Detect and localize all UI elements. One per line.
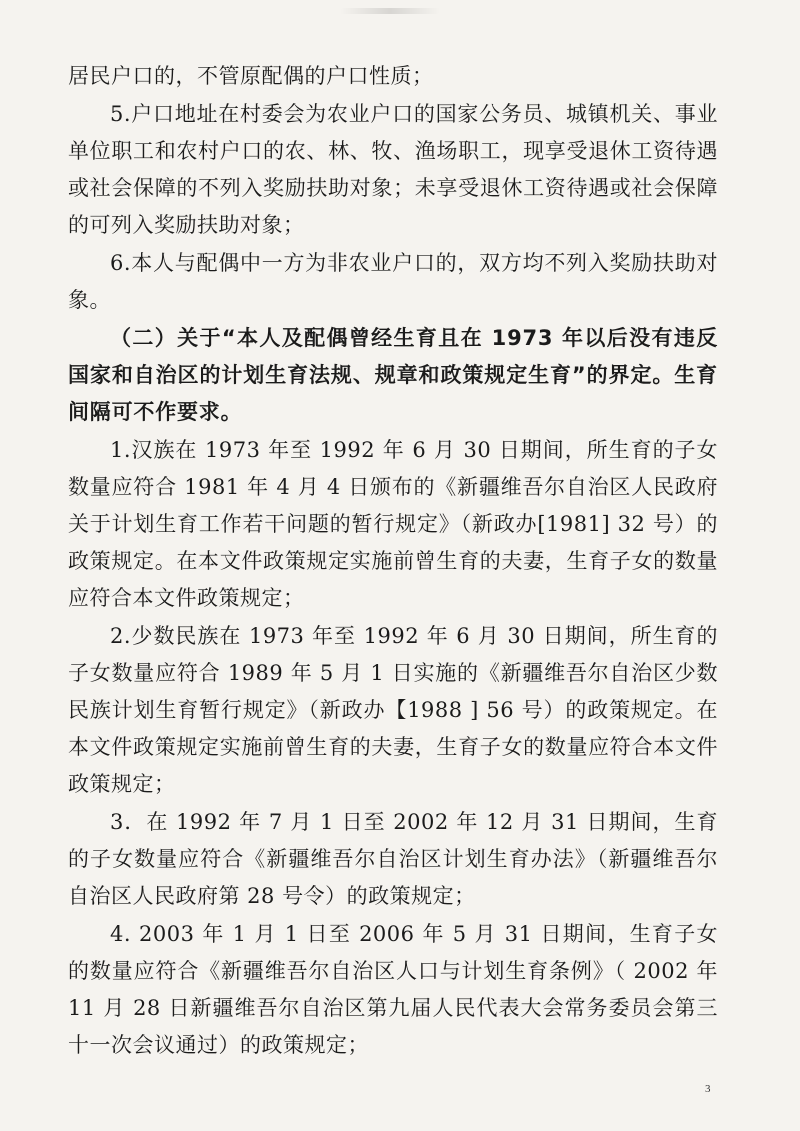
section-heading-2: （二）关于“本人及配偶曾经生育且在 1973 年以后没有违反国家和自治区的计划生育法规、规章和政策规定生育”的界定。生育间隔可不作要求。 (68, 326, 718, 424)
paragraph-item-3: 3．在 1992 年 7 月 1 日至 2002 年 12 月 31 日期间，生育的子女数量应符合《新疆维吾尔自治区计划生育办法》（新疆维吾尔自治区人民政府第 28 号令）的政策规定； (68, 810, 718, 908)
page-number: 3 (705, 1083, 711, 1095)
paragraph-item-1-han: 1.汉族在 1973 年至 1992 年 6 月 30 日期间，所生育的子女数量应符合 1981 年 4 月 4 日颁布的《新疆维吾尔自治区人民政府关于计划生育工作若干问题的暂行规定》（新政办[1981] 32 号）的政策规定。在本文件政策规定实施前曾生育的夫妻，生育子女的数量应符合本文件政策规定； (68, 438, 718, 610)
paragraph-household-type: 居民户口的，不管原配偶的户口性质； (68, 64, 434, 88)
paragraph-item-6: 6.本人与配偶中一方为非农业户口的，双方均不列入奖励扶助对象。 (68, 251, 718, 312)
paragraph-item-4: 4. 2003 年 1 月 1 日至 2006 年 5 月 31 日期间，生育子女的数量应符合《新疆维吾尔自治区人口与计划生育条例》（ 2002 年 11 月 28 日新疆维吾尔自治区第九届人民代表大会常务委员会第三十一次会议通过）的政策规定； (68, 922, 718, 1057)
paragraph-item-2-minority: 2.少数民族在 1973 年至 1992 年 6 月 30 日期间，所生育的子女数量应符合 1989 年 5 月 1 日实施的《新疆维吾尔自治区少数民族计划生育暂行规定》（新政办【1988 ] 56 号）的政策规定。在本文件政策规定实施前曾生育的夫妻，生育子女的数量应符合本文件政策规定； (68, 624, 718, 796)
scan-artifact (340, 8, 440, 14)
paragraph-item-5: 5.户口地址在村委会为农业户口的国家公务员、城镇机关、事业单位职工和农村户口的农、林、牧、渔场职工，现享受退休工资待遇或社会保障的不列入奖励扶助对象；未享受退休工资待遇或社会保障的可列入奖励扶助对象； (68, 102, 718, 237)
document-body (68, 58, 718, 1065)
